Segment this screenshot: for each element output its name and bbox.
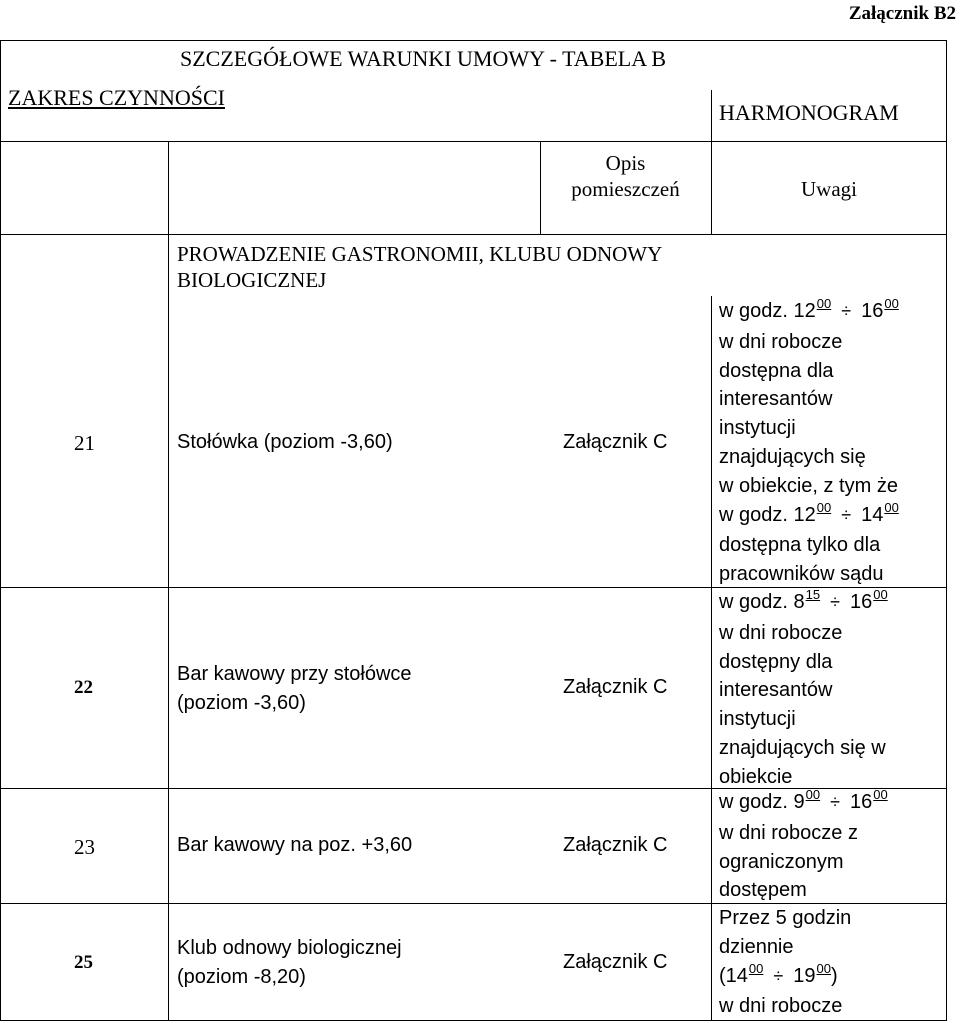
row-25-hours: $(14^{00} \div 19^{00})$	[719, 960, 838, 987]
row-21-notes-line: pracowników sądu	[719, 563, 884, 586]
header-divider-1	[0, 141, 947, 142]
row-21-notes-line: instytucji	[719, 417, 796, 440]
row-25-name-line-1: Klub odnowy biologicznej	[177, 937, 402, 959]
row-25-notes-line: Przez 5 godzin	[719, 907, 852, 929]
table-left-border	[0, 40, 1, 1021]
table-title: SZCZEGÓŁOWE WARUNKI UMOWY - TABELA B	[180, 46, 667, 71]
row-21-notes-line: dostępna tylko dla	[719, 534, 881, 557]
row-25-notes	[719, 904, 851, 1021]
row-21-hours-staff: w godz. $12^{00} \div 14^{00}$	[719, 499, 899, 526]
row-25-notes-line: dziennie	[719, 935, 794, 958]
row-23-notes-line: ograniczonym	[719, 850, 844, 873]
row-21-hours-weekday: w godz. $12^{00} \div 16^{00}$	[719, 296, 899, 322]
table-top-border	[0, 40, 947, 41]
row-23-notes	[719, 788, 888, 905]
row-22-notes-line: dostępny dla	[719, 650, 833, 673]
row-21-notes	[719, 297, 899, 589]
row-25-name-line-2: (poziom -8,20)	[177, 965, 306, 988]
row-22-name-line-2: (poziom -3,60)	[177, 691, 306, 714]
row-21-attachment: Załącznik C	[563, 431, 668, 453]
row-21-notes-line: znajdujących się	[719, 445, 866, 468]
row-21-name: Stołówka (poziom -3,60)	[177, 431, 393, 453]
row-22-number: 22	[74, 677, 93, 698]
row-25-notes-line: w dni robocze	[719, 995, 843, 1018]
row-23-notes-line: w dni robocze z	[719, 821, 858, 844]
column-divider-notes	[711, 296, 712, 1021]
row-22-attachment: Załącznik C	[563, 676, 668, 698]
row-22-hours: w godz. $8^{15} \div 16^{00}$	[719, 587, 888, 613]
group-heading-line-1: PROWADZENIE GASTRONOMII, KLUBU ODNOWY	[177, 242, 663, 266]
row-21-notes-line: w obiekcie, z tym że	[719, 474, 898, 497]
column-divider-number	[168, 141, 169, 1021]
row-22-notes-line: w dni robocze	[719, 621, 843, 644]
row-21-number: 21	[74, 431, 95, 455]
row-23-name: Bar kawowy na poz. +3,60	[177, 834, 413, 856]
row-23-number: 23	[74, 835, 95, 859]
schedule-label: HARMONOGRAM	[719, 100, 899, 125]
description-header-line-2: pomieszczeń	[571, 177, 680, 201]
row-21-notes-line: interesantów	[719, 388, 833, 411]
row-22-notes-line: znajdujących się w	[719, 736, 886, 759]
section-label: ZAKRES CZYNNOŚCI	[8, 85, 225, 110]
row-22-notes-line: interesantów	[719, 679, 833, 702]
group-heading	[177, 241, 662, 293]
group-heading-line-2: BIOLOGICZNEJ	[177, 268, 327, 292]
column-divider-notes-top	[711, 90, 712, 235]
row-25-number: 25	[74, 952, 93, 973]
description-column-header	[540, 150, 711, 202]
row-22-name	[177, 660, 412, 718]
row-23-notes-line: dostępem	[719, 879, 807, 902]
row-25-attachment: Załącznik C	[563, 951, 668, 973]
row-25-name	[177, 934, 402, 992]
row-23-attachment: Załącznik C	[563, 834, 668, 856]
row-22-notes	[719, 588, 888, 792]
row-22-name-line-1: Bar kawowy przy stołówce	[177, 663, 412, 685]
row-22-notes-line: obiekcie	[719, 765, 793, 788]
row-21-notes-line: w dni robocze	[719, 330, 843, 353]
row-22-notes-line: instytucji	[719, 708, 796, 731]
attachment-label: Załącznik B2	[848, 3, 956, 24]
description-header-line-1: Opis	[605, 151, 646, 175]
row-21-notes-line: dostępna dla	[719, 359, 834, 382]
notes-column-header: Uwagi	[801, 177, 857, 201]
row-23-hours: w godz. $9^{00} \div 16^{00}$	[719, 787, 888, 813]
header-divider-2	[0, 234, 947, 235]
